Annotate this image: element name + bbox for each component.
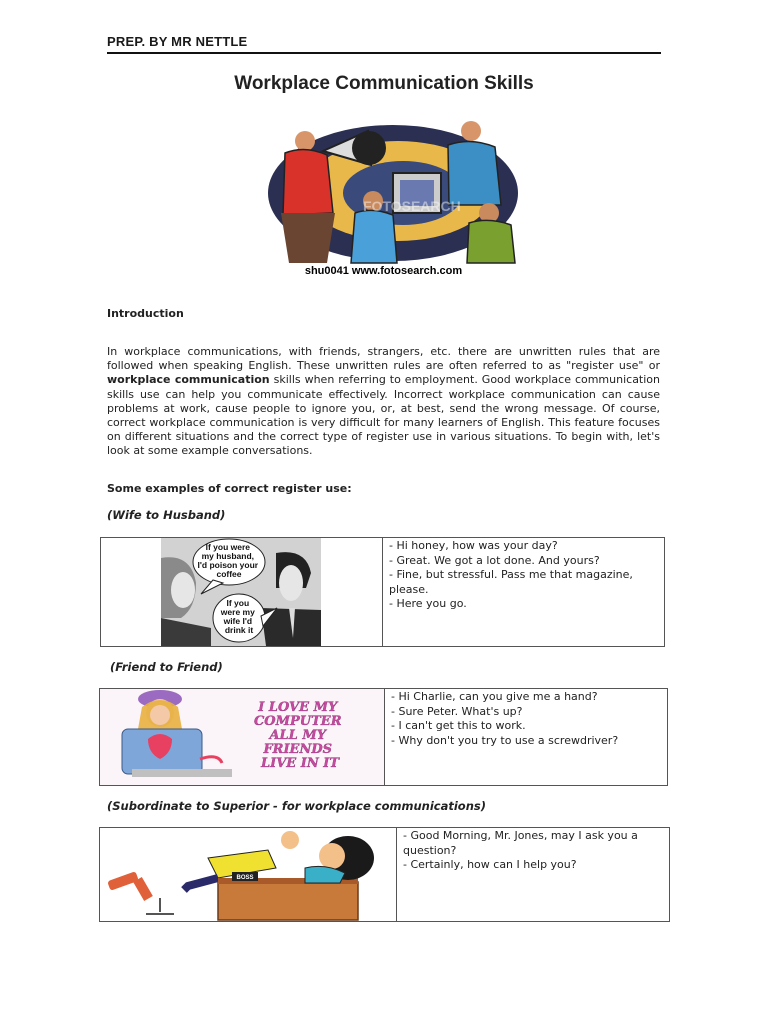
dialogue-line: - Hi honey, how was your day? [389, 539, 558, 552]
example-table-friend-friend [99, 688, 668, 786]
dialogue-cell [385, 689, 667, 785]
bubble-husband-line: If you [226, 598, 250, 608]
example-image-cell [100, 689, 385, 785]
bubble-husband-line: wife I'd [223, 616, 253, 626]
example-table-wife-husband [100, 537, 665, 647]
dialogue-line: - Fine, but stressful. Pass me that magazine, please. [389, 568, 633, 596]
art-text-line: ALL MY [269, 728, 327, 743]
example-image-cell [100, 828, 397, 921]
dialogue-line: - Sure Peter. What's up? [391, 704, 523, 718]
intro-text-part-1: In workplace communications, with friends, strangers, etc. there are unwritten rules that are followed when speaking English. These unwritten rules are often referred to as "register use" or [107, 345, 660, 373]
watermark-text: FOTOSEARCH [363, 198, 461, 214]
dialogue-line: - Certainly, how can I help you? [403, 858, 577, 871]
dialogue-line: - Why don't you try to use a screwdriver? [391, 733, 619, 747]
bubble-husband-line: were my [220, 607, 255, 617]
art-text-line: LIVE IN IT [261, 756, 339, 771]
introduction-heading: Introduction [107, 307, 184, 320]
example-label-subordinate-superior: (Subordinate to Superior - for workplace communications) [107, 799, 487, 813]
art-text-line: COMPUTER [253, 714, 342, 729]
example-image-cell [101, 538, 383, 646]
dialogue-line: - Good Morning, Mr. Jones, may I ask you a question? [403, 829, 638, 857]
introduction-paragraph [107, 345, 660, 459]
intro-text-part-2: skills when referring to employment. Good workplace communication skills use can help you communicate effectively. Incorrect workplace communication can cause problems at work, cause people to ignore you, or, at best, send the wrong message. Of course, correct workplace communication is very difficult for many learners of English. This feature focuses on different situations and the correct type of register use in various situations. To begin with, let's look at some example conversations. [107, 373, 661, 458]
hero-illustration [243, 113, 524, 283]
page-title: Workplace Communication Skills [234, 73, 534, 94]
bubble-husband-line: drink it [224, 625, 254, 635]
intro-bold-term: workplace communication [107, 373, 270, 387]
dialogue-line: - Great. We got a lot done. And yours? [389, 553, 600, 567]
example-label-friend-friend: (Friend to Friend) [110, 660, 223, 674]
art-text-line: FRIENDS [263, 742, 333, 757]
bubble-wife-line: my husband, [201, 551, 255, 561]
boss-sign-text: BOSS [236, 875, 254, 881]
hero-caption: shu0041 www.fotosearch.com [304, 265, 463, 277]
dialogue-line: - Here you go. [389, 597, 467, 610]
office-boss-image [100, 828, 396, 921]
bubble-wife-line: I'd poison your [197, 560, 259, 570]
dialogue-line: - Hi Charlie, can you give me a hand? [391, 690, 598, 703]
couple-comic-image [101, 538, 382, 646]
art-text-line: I LOVE MY [258, 700, 338, 715]
dialogue-cell [383, 538, 663, 646]
dialogue-cell [397, 828, 668, 921]
bubble-wife-line: coffee [216, 569, 242, 579]
examples-heading: Some examples of correct register use: [107, 482, 352, 495]
page-header: PREP. BY MR NETTLE [107, 34, 661, 54]
example-table-subordinate-superior [99, 827, 670, 922]
dialogue-line: - I can't get this to work. [391, 719, 526, 732]
example-label-wife-husband: (Wife to Husband) [107, 508, 226, 522]
bubble-wife-line: If you were [205, 542, 251, 552]
communication-clipart [243, 113, 524, 283]
computer-lady-image [100, 689, 384, 785]
